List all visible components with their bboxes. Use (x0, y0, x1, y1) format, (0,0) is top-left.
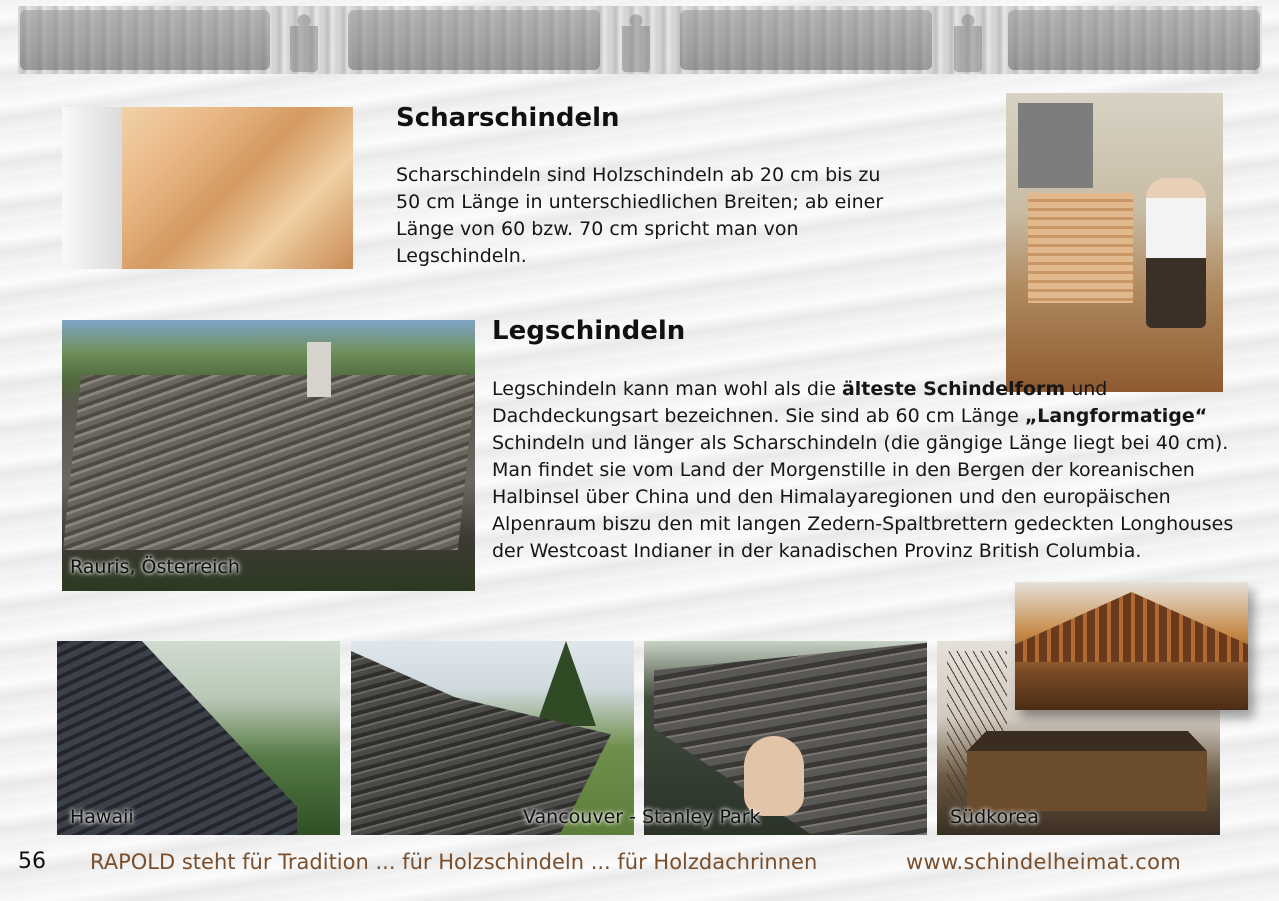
decorative-banner (18, 6, 1262, 74)
banner-figure-image (290, 8, 318, 72)
footer-tagline: RAPOLD steht für Tradition ... für Holzschindeln ... für Holzdachrinnen (90, 850, 818, 874)
legschindeln-text-part: Schindeln und länger als Scharschindeln (die gängige Länge liegt bei 40 cm). Man findet sie vom Land der Morgenstille in den Bergen der koreanischen Halbinsel über China und den Himalayaregionen und den europäischen Alpenraum biszu den mit langen Zedern-Spaltbrettern gedeckten Longhouses der Westcoast Indianer in der kanadischen Provinz British Columbia. (492, 432, 1234, 562)
banner-woodcut-image (348, 10, 600, 70)
banner-figure-image (622, 8, 650, 72)
banner-woodcut-image (680, 10, 932, 70)
rauris-caption: Rauris, Österreich (70, 556, 240, 578)
legschindeln-text (492, 376, 1252, 565)
scharschindeln-text (396, 162, 896, 270)
shingle-maker-workshop-photo (1006, 93, 1223, 392)
scharschindeln-paragraph: Scharschindeln sind Holzschindeln ab 20 cm bis zu 50 cm Länge in unterschiedlichen Breiten; ab einer Länge von 60 bzw. 70 cm spricht man von Legschindeln. (396, 164, 884, 267)
legschindeln-emphasis-long-format: „Langformatige“ (1024, 405, 1208, 427)
legschindeln-paragraph (492, 376, 1252, 565)
vancouver-caption: Vancouver - Stanley Park (523, 806, 761, 828)
wood-shingles-photo (62, 107, 353, 269)
rauris-roof-photo (62, 320, 475, 591)
legschindeln-text-part: und Dachdeckungsart bezeichnen. Sie sind ab 60 cm Länge (492, 378, 1108, 427)
legschindeln-heading: Legschindeln (492, 316, 686, 346)
hawaii-caption: Hawaii (70, 806, 134, 828)
banner-woodcut-image (1008, 10, 1260, 70)
page-number: 56 (18, 849, 46, 874)
legschindeln-text-part: Legschindeln kann man wohl als die (492, 378, 842, 400)
legschindeln-emphasis-oldest: älteste Schindelform (841, 378, 1066, 400)
banner-figure-image (954, 8, 982, 72)
temple-eaves-photo (1015, 582, 1248, 710)
scharschindeln-heading: Scharschindeln (396, 103, 620, 133)
footer-website-link[interactable]: www.schindelheimat.com (906, 850, 1182, 874)
korea-caption: Südkorea (950, 806, 1039, 828)
banner-woodcut-image (20, 10, 270, 70)
